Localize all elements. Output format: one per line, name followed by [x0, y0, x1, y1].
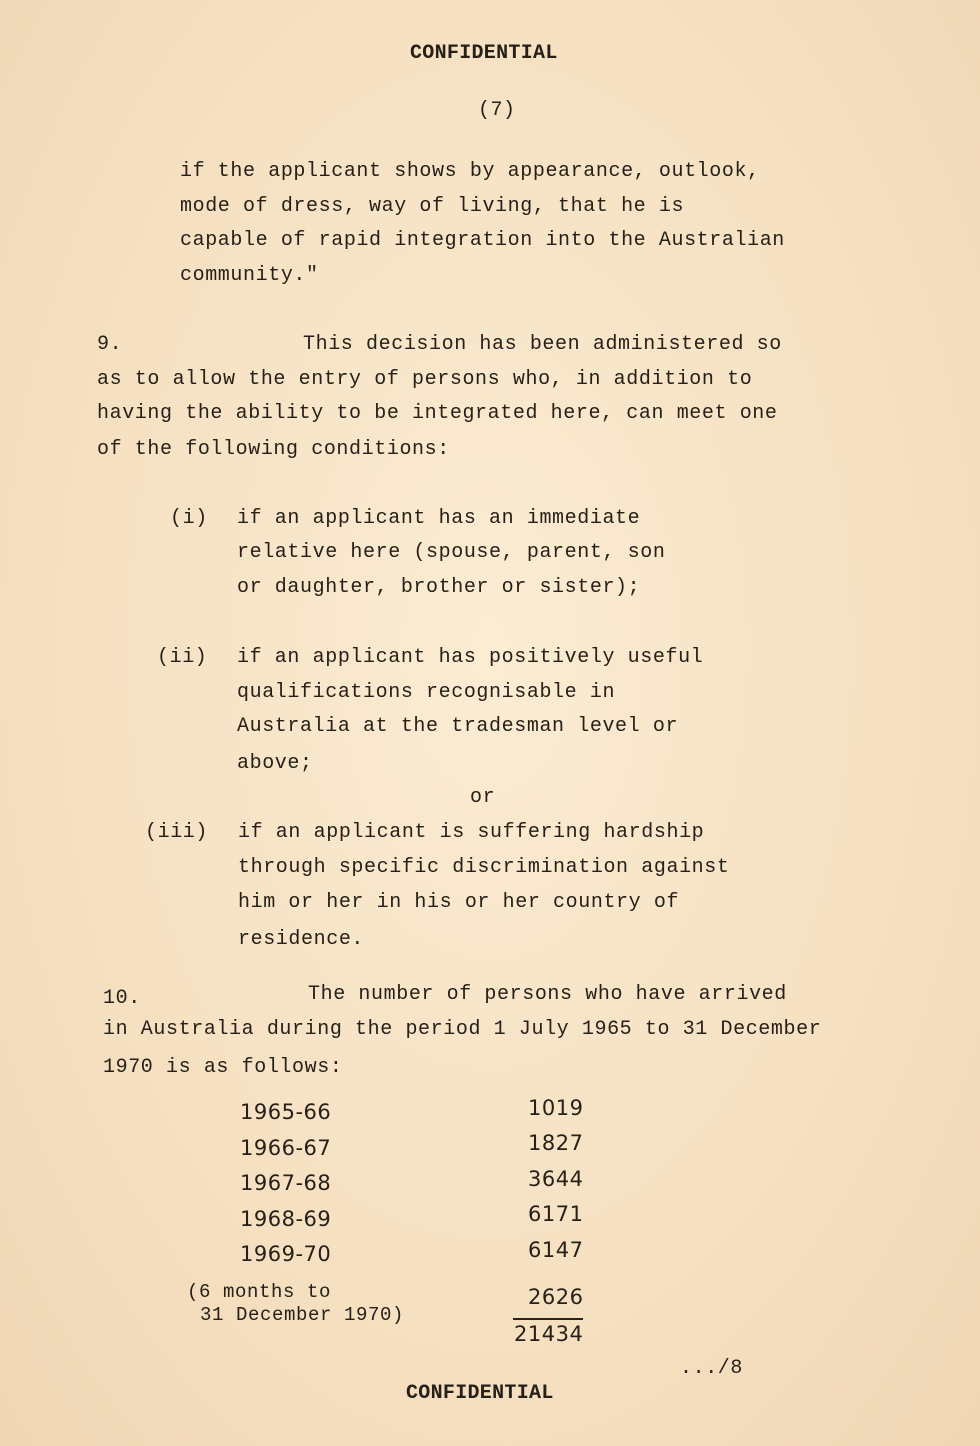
condition-label: (i) — [170, 507, 208, 530]
quote-line: community." — [180, 264, 319, 287]
table-row-period: 1967-68 — [240, 1171, 332, 1195]
table-row-count: 6171 — [528, 1202, 584, 1226]
paragraph-line: This decision has been administered so — [303, 333, 782, 356]
paragraph-line: in Australia during the period 1 July 1965 to 31 December — [103, 1018, 822, 1041]
condition-line: qualifications recognisable in — [237, 681, 616, 704]
condition-line: Australia at the tradesman level or — [237, 715, 679, 738]
paragraph-line: having the ability to be integrated here, can meet one — [97, 402, 778, 425]
condition-line: or daughter, brother or sister); — [237, 576, 641, 599]
quote-line: if the applicant shows by appearance, outlook, — [180, 160, 760, 183]
table-total: 21434 — [514, 1322, 584, 1346]
page-number: (7) — [478, 99, 516, 122]
condition-line: if an applicant is suffering hardship — [238, 821, 705, 844]
condition-line: residence. — [238, 928, 365, 951]
condition-line: if an applicant has an immediate — [237, 507, 641, 530]
condition-label: (ii) — [157, 646, 208, 669]
continuation-marker: .../8 — [680, 1357, 744, 1380]
paragraph-line: as to allow the entry of persons who, in addition to — [97, 368, 753, 391]
table-row-count: 2626 — [528, 1285, 584, 1309]
header-classification: CONFIDENTIAL — [410, 42, 558, 65]
paragraph-number: 9. — [97, 333, 123, 356]
condition-line: if an applicant has positively useful — [237, 646, 704, 669]
partial-period-label: 31 December 1970) — [200, 1304, 405, 1326]
table-row-period: 1966-67 — [240, 1136, 332, 1160]
paragraph-line: The number of persons who have arrived — [308, 983, 787, 1006]
table-row-count: 1019 — [528, 1096, 584, 1120]
paragraph-number: 10. — [103, 987, 141, 1010]
table-row-count: 3644 — [528, 1167, 584, 1191]
condition-label: (iii) — [145, 821, 209, 844]
table-row-count: 1827 — [528, 1131, 584, 1155]
total-rule — [513, 1318, 583, 1320]
condition-line: through specific discrimination against — [238, 856, 730, 879]
table-row-period: 1965-66 — [240, 1100, 332, 1124]
table-row-period: 1969-70 — [240, 1242, 332, 1266]
paragraph-line: of the following conditions: — [97, 438, 450, 461]
footer-classification: CONFIDENTIAL — [406, 1382, 554, 1405]
table-row-count: 6147 — [528, 1238, 584, 1262]
condition-line: above; — [237, 752, 313, 775]
condition-line: him or her in his or her country of — [238, 891, 680, 914]
condition-line: relative here (spouse, parent, son — [237, 541, 666, 564]
or-connector: or — [470, 786, 496, 809]
quote-line: capable of rapid integration into the Australian — [180, 229, 785, 252]
paragraph-line: 1970 is as follows: — [103, 1056, 343, 1079]
partial-period-label: (6 months to — [187, 1281, 332, 1303]
table-row-period: 1968-69 — [240, 1207, 332, 1231]
quote-line: mode of dress, way of living, that he is — [180, 195, 685, 218]
